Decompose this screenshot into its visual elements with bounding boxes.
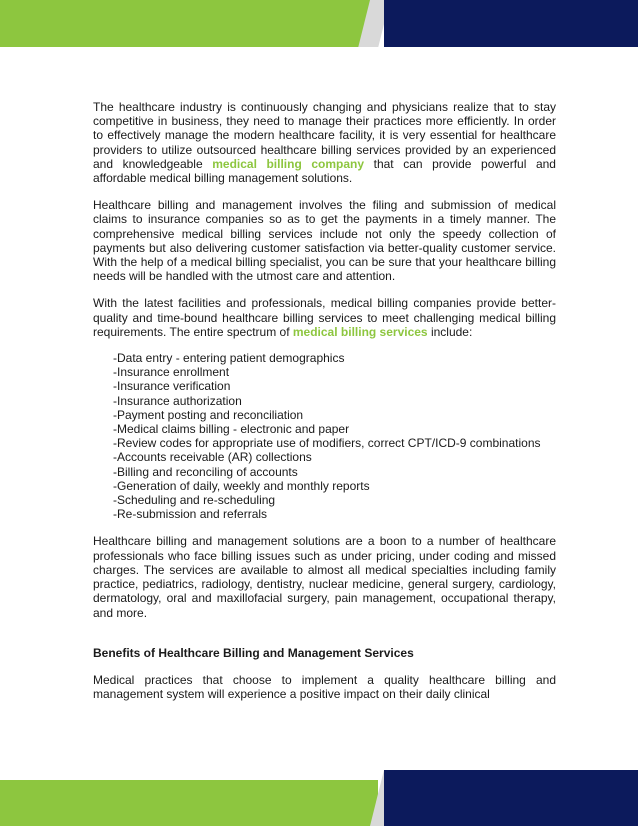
service-list-item: -Insurance verification: [113, 379, 231, 394]
intro-paragraph: [93, 100, 556, 185]
service-list-item: -Generation of daily, weekly and monthly reports: [113, 478, 370, 493]
services-intro-paragraph: [93, 296, 556, 339]
service-list-item: -Review codes for appropriate use of modifiers, correct CPT/ICD-9 combinations: [113, 436, 541, 451]
service-list-item: -Data entry - entering patient demographics: [113, 351, 345, 366]
service-list-item: -Scheduling and re-scheduling: [113, 493, 276, 508]
header-navy-band: [384, 0, 638, 47]
service-list-item: -Re-submission and referrals: [113, 507, 268, 522]
service-list-item: -Payment posting and reconciliation: [113, 407, 304, 422]
services-list: [93, 351, 556, 521]
medical-billing-services-link[interactable]: medical billing services: [292, 324, 428, 339]
footer-navy-band: [384, 770, 638, 826]
service-list-item: -Billing and reconciling of accounts: [113, 464, 298, 479]
services-intro-text: With the latest facilities and professionals, medical billing companies provide better-quality and time-bound healthcare billing services to meet challenging medical billing requirements. The entire spectrum of: [93, 296, 556, 339]
billing-paragraph: Healthcare billing and management involves the filing and submission of medical claims to insurance companies so as to get the payments in a timely manner. The comprehensive medical billing services include not only the speedy collection of payments but also delivering customer satisfaction via better-quality customer service. With the help of a medical billing specialist, you can be sure that your healthcare billing needs will be handled with the utmost care and attention.: [93, 198, 556, 284]
document-body: [93, 100, 556, 714]
header-green-band: [0, 0, 378, 47]
medical-billing-company-link[interactable]: medical billing company: [212, 156, 365, 171]
benefits-paragraph: Medical practices that choose to implement a quality healthcare billing and management system will experience a positive impact on their daily clinical: [93, 672, 556, 702]
service-list-item: -Insurance authorization: [113, 393, 242, 408]
service-list-item: -Insurance enrollment: [113, 365, 230, 380]
service-list-item: -Medical claims billing - electronic and paper: [113, 422, 350, 437]
specialties-paragraph: Healthcare billing and management solutions are a boon to a number of healthcare professionals who face billing issues such as under pricing, under coding and missed charges. The services are available to almost all medical specialties including family practice, pediatrics, radiology, dentistry, nuclear medicine, general surgery, cardiology, dermatology, oral and maxillofacial surgery, pain management, occupational therapy, and more.: [93, 534, 556, 620]
footer-green-band: [0, 780, 378, 826]
intro-text-end: that can provide powerful and affordable medical billing management solutions.: [93, 156, 556, 186]
benefits-heading: Benefits of Healthcare Billing and Management Services: [93, 645, 414, 660]
services-intro-end: include:: [427, 324, 473, 339]
service-list-item: -Accounts receivable (AR) collections: [113, 450, 312, 465]
intro-text: The healthcare industry is continuously changing and physicians realize that to stay competitive in business, they need to manage their practices more efficiently. In order to effectively manage the modern healthcare facility, it is very essential for healthcare providers to utilize outsourced healthcare billing services provided by an experienced and knowledgeable: [93, 100, 556, 171]
